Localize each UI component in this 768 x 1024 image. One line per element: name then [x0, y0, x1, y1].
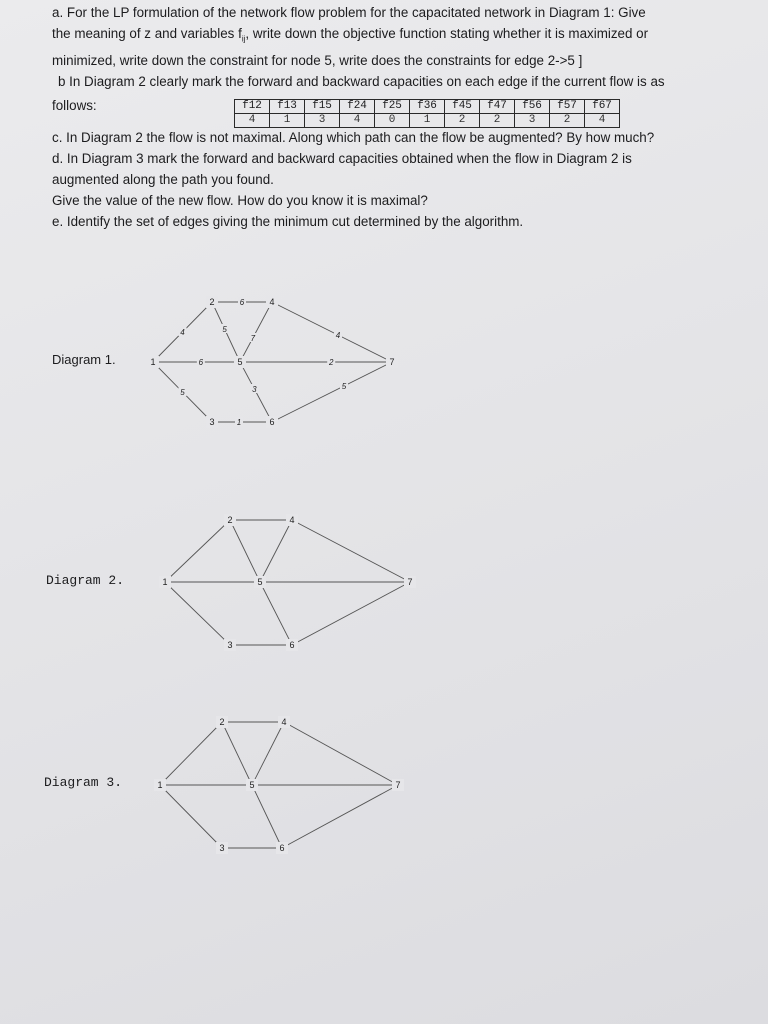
- diagram-3-edge-4-5: [252, 722, 284, 785]
- flow-header-f67: f67: [585, 99, 620, 113]
- diagram-3-node-1: 1: [157, 780, 163, 790]
- capacity-label-2-5: 5: [222, 325, 227, 334]
- flow-header-f56: f56: [515, 99, 550, 113]
- diagram-2-node-3: 3: [227, 640, 233, 650]
- diagram-1-node-6: 6: [269, 417, 275, 427]
- diagram-3-edge-1-2: [160, 722, 222, 785]
- diagram-2-edge-2-5: [230, 520, 260, 582]
- part-d-line-1: d. In Diagram 3 mark the forward and backward capacities obtained when the flow in Diagram 2 is: [52, 150, 632, 166]
- diagram-2-node-6: 6: [289, 640, 295, 650]
- diagram-2-graph: [159, 514, 416, 651]
- fij-subscript: ij: [241, 34, 246, 44]
- flow-header-f15: f15: [305, 99, 340, 113]
- capacity-label-4-5: 7: [250, 334, 256, 343]
- diagram-1-node-4: 4: [269, 297, 275, 307]
- diagram-3-edge-5-6: [252, 785, 282, 848]
- diagram-3-label: Diagram 3.: [44, 775, 123, 790]
- flow-value-f13: 1: [270, 113, 305, 127]
- flow-header-f13: f13: [270, 99, 305, 113]
- flow-value-f45: 2: [445, 113, 480, 127]
- flow-header-f45: f45: [445, 99, 480, 113]
- diagram-3-edge-1-3: [160, 785, 222, 848]
- part-b-line: b In Diagram 2 clearly mark the forward and backward capacities on each edge if the current flow is as: [58, 73, 665, 89]
- diagram-2-node-5: 5: [257, 577, 263, 587]
- diagram-1-edge-4-7: [272, 302, 392, 362]
- diagram-2-node-1: 1: [162, 577, 168, 587]
- diagram-3-edge-2-5: [222, 722, 252, 785]
- flow-value-f25: 0: [375, 113, 410, 127]
- diagram-1-graph: [147, 296, 398, 428]
- diagram-2-edge-1-3: [165, 582, 230, 645]
- flow-value-f24: 4: [340, 113, 375, 127]
- capacity-label-6-7: 5: [341, 382, 347, 391]
- flow-header-f36: f36: [410, 99, 445, 113]
- diagram-1-node-1: 1: [150, 357, 156, 367]
- capacity-label-4-7: 4: [335, 331, 341, 340]
- flow-value-f56: 3: [515, 113, 550, 127]
- flow-header-f47: f47: [480, 99, 515, 113]
- part-d-line-3: Give the value of the new flow. How do you know it is maximal?: [52, 192, 428, 208]
- part-a-line-1: a. For the LP formulation of the network flow problem for the capacitated network in Diagram 1: Give: [52, 5, 646, 20]
- diagram-3-node-3: 3: [219, 843, 225, 853]
- diagram-1-edge-6-7: [272, 362, 392, 422]
- flow-value-f67: 4: [585, 113, 620, 127]
- part-d-line-2: augmented along the path you found.: [52, 171, 274, 187]
- diagram-3-node-2: 2: [219, 717, 225, 727]
- diagram-3-node-7: 7: [395, 780, 401, 790]
- diagram-1-node-3: 3: [209, 417, 215, 427]
- flow-value-f36: 1: [410, 113, 445, 127]
- flow-value-f15: 3: [305, 113, 340, 127]
- diagram-3-node-5: 5: [249, 780, 255, 790]
- diagram-2-edge-1-2: [165, 520, 230, 582]
- part-c-line: c. In Diagram 2 the flow is not maximal. Along which path can the flow be augmented? By how much?: [52, 129, 655, 145]
- diagram-3-node-6: 6: [279, 843, 285, 853]
- diagram-2-label: Diagram 2.: [46, 573, 125, 588]
- diagram-2-node-7: 7: [407, 577, 413, 587]
- diagram-1-node-2: 2: [209, 297, 215, 307]
- capacity-label-5-6: 3: [252, 385, 257, 394]
- flow-header-f57: f57: [550, 99, 585, 113]
- diagram-2-edge-4-7: [292, 520, 410, 582]
- capacity-label-2-4: 6: [239, 298, 245, 307]
- diagram-3-graph: [154, 716, 404, 854]
- capacity-label-5-7: 2: [328, 358, 334, 367]
- flow-value-f12: 4: [235, 113, 270, 127]
- flow-value-f57: 2: [550, 113, 585, 127]
- diagram-2-node-2: 2: [227, 515, 233, 525]
- diagram-2-edge-5-6: [260, 582, 292, 645]
- diagram-2-node-4: 4: [289, 515, 295, 525]
- flow-header-f12: f12: [235, 99, 270, 113]
- flow-header-f24: f24: [340, 99, 375, 113]
- part-a-line-3: minimized, write down the constraint for node 5, write does the constraints for edge 2->5 ]: [52, 52, 583, 68]
- diagram-3-edge-6-7: [282, 785, 398, 848]
- flow-value-f47: 2: [480, 113, 515, 127]
- diagram-2-edge-6-7: [292, 582, 410, 645]
- diagram-1-edge-4-5: [240, 302, 272, 362]
- part-b-follows: follows:: [52, 97, 97, 113]
- diagram-1-node-5: 5: [237, 357, 243, 367]
- diagram-3-edge-4-7: [284, 722, 398, 785]
- diagram-1-node-7: 7: [389, 357, 395, 367]
- capacity-label-1-2: 4: [180, 328, 185, 337]
- part-e-line: e. Identify the set of edges giving the minimum cut determined by the algorithm.: [52, 213, 524, 229]
- flow-header-f25: f25: [375, 99, 410, 113]
- capacity-label-1-5: 6: [198, 358, 204, 367]
- capacity-label-3-6: 1: [236, 418, 242, 427]
- part-a-line-2: the meaning of z and variables $f_{ij}$, write down the objective function stating whether it is maximized or: [52, 26, 649, 44]
- diagram-3-node-4: 4: [281, 717, 287, 727]
- diagram-1-label: Diagram 1.: [52, 352, 116, 367]
- diagram-2-edge-4-5: [260, 520, 292, 582]
- capacity-label-1-3: 5: [180, 388, 185, 397]
